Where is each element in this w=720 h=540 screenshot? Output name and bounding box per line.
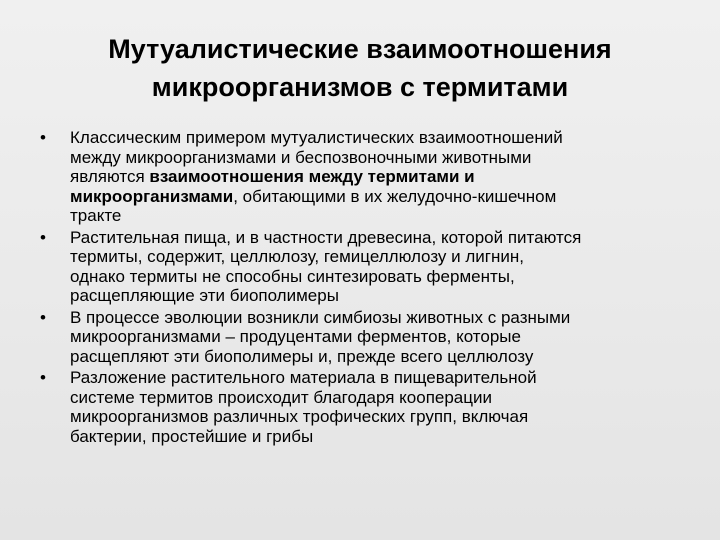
title-line-2: микроорганизмов с термитами	[151, 72, 569, 102]
title-line-1: Мутуалистические взаимоотношения	[108, 34, 612, 64]
bullet-line: расщепляющие эти биополимеры	[70, 286, 339, 305]
bullet-line: Разложение растительного материала в пищеварительной	[70, 368, 537, 387]
bullet-line: однако термиты не способны синтезировать ферменты,	[70, 266, 515, 286]
bullet-text-bold: взаимоотношения между термитами и	[149, 167, 475, 186]
bullet-text	[70, 128, 690, 226]
bullet-marker: •	[40, 128, 46, 147]
bullet-item-2	[40, 228, 690, 306]
bullet-line: бактерии, простейшие и грибы	[70, 426, 314, 446]
bullet-line: В процессе эволюции возникли симбиозы животных с разными	[70, 307, 571, 327]
bullet-line: микроорганизмами – продуцентами ферментов, которые	[70, 327, 521, 346]
bullet-line: между микроорганизмами и беспозвоночными животными	[70, 147, 532, 167]
bullet-line: термиты, содержит, целлюлозу, гемицеллюлозу и лигнин,	[70, 247, 524, 266]
bullet-item-3	[40, 308, 690, 367]
bullet-item-4	[40, 368, 690, 446]
bullet-text-plain: , обитающими в их желудочно-кишечном	[233, 186, 557, 206]
slide-title	[40, 30, 680, 106]
bullet-text	[70, 368, 690, 446]
bullet-list	[40, 128, 690, 448]
bullet-text-bold: микроорганизмами	[70, 186, 234, 206]
bullet-marker: •	[40, 227, 46, 247]
bullet-line: микроорганизмов различных трофических групп, включая	[70, 407, 529, 426]
bullet-marker: •	[40, 368, 46, 387]
bullet-line: системе термитов происходит благодаря кооперации	[70, 387, 492, 407]
bullet-text	[70, 228, 690, 306]
bullet-text-plain: являются	[70, 167, 150, 186]
bullet-item-1	[40, 128, 690, 226]
bullet-marker: •	[40, 307, 46, 327]
bullet-line: Классическим примером мутуалистических взаимоотношений	[70, 128, 563, 147]
bullet-text	[70, 308, 690, 367]
bullet-line: Растительная пища, и в частности древесина, которой питаются	[70, 227, 582, 247]
bullet-line	[70, 167, 690, 187]
bullet-line: расщепляют эти биополимеры и, прежде всего целлюлозу	[70, 346, 534, 366]
bullet-line: тракте	[70, 206, 122, 225]
bullet-line	[70, 187, 690, 207]
